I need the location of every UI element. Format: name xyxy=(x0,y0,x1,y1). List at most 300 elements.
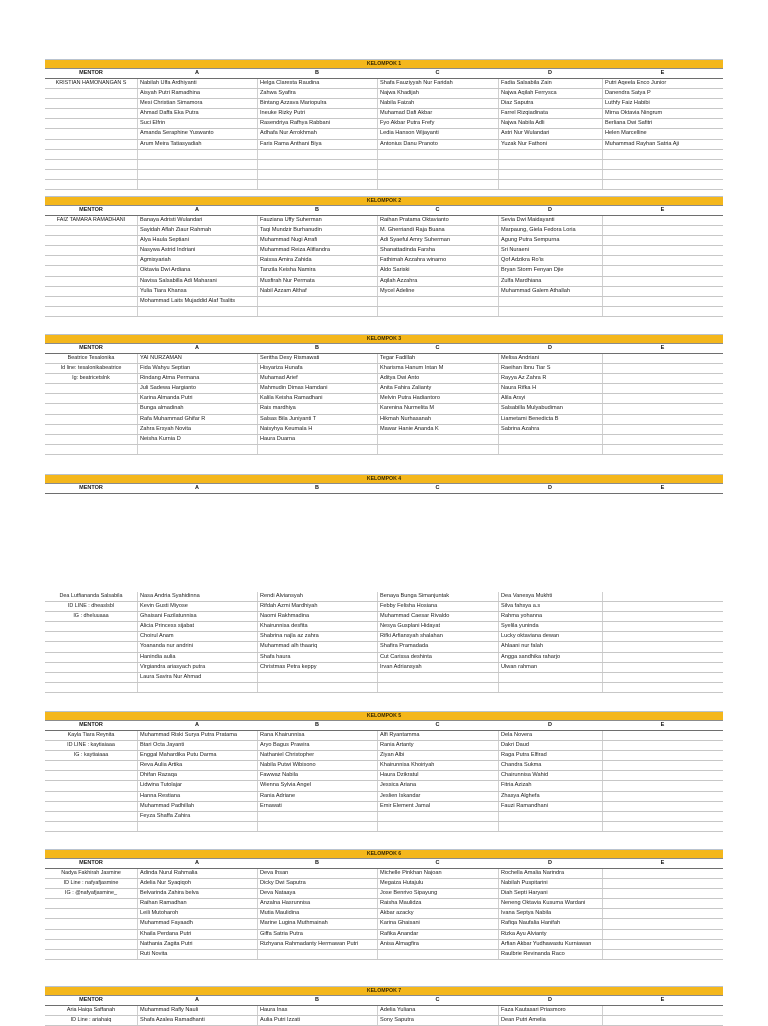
column-header-c[interactable]: C xyxy=(435,485,440,491)
member-cell-a[interactable]: Nabilah Ulfa Ardhiyanti xyxy=(137,79,257,88)
mentor-cell[interactable] xyxy=(45,663,137,672)
member-cell-c[interactable]: Karenina Nurmelita M xyxy=(377,404,498,413)
member-cell-a[interactable]: Muhammad Padhillah xyxy=(137,802,257,811)
column-header-a[interactable]: A xyxy=(195,70,199,76)
member-cell-e[interactable] xyxy=(602,394,723,403)
column-header-a[interactable]: A xyxy=(195,345,199,351)
member-cell-e[interactable] xyxy=(602,287,723,296)
member-cell-a[interactable]: Muhammad Riski Surya Putra Pratama xyxy=(137,731,257,740)
member-cell-c[interactable]: Febby Felisha Hosiana xyxy=(377,602,498,611)
member-cell-e[interactable] xyxy=(602,653,723,662)
mentor-cell[interactable] xyxy=(45,802,137,811)
mentor-cell[interactable] xyxy=(45,781,137,790)
member-cell-e[interactable]: Danendra Satya P xyxy=(602,89,723,98)
member-cell-a[interactable]: Nasa Andria Syahidinna xyxy=(137,592,257,601)
member-cell-d[interactable]: Ulwan rahman xyxy=(498,663,602,672)
member-cell-d[interactable]: Agung Putra Sempurna xyxy=(498,236,602,245)
member-cell-b[interactable]: Naomi Rakhmadina xyxy=(257,612,377,621)
column-header-c[interactable]: C xyxy=(435,207,440,213)
member-cell-d[interactable]: Zhasya Alghefa xyxy=(498,792,602,801)
member-cell-a[interactable]: Ruti Novita xyxy=(137,950,257,959)
member-cell-b[interactable]: Mahmudin Dimas Hamdani xyxy=(257,384,377,393)
member-cell-d[interactable] xyxy=(498,150,602,159)
mentor-cell[interactable] xyxy=(45,384,137,393)
member-cell-d[interactable]: Dela Novera xyxy=(498,731,602,740)
mentor-cell[interactable] xyxy=(45,266,137,275)
member-cell-e[interactable] xyxy=(602,425,723,434)
member-cell-b[interactable]: Muhamad Arief xyxy=(257,374,377,383)
member-cell-d[interactable]: Astri Nur Wulandari xyxy=(498,129,602,138)
mentor-cell[interactable]: ID LINE : dheaslsbl xyxy=(67,603,115,610)
member-cell-b[interactable]: Haura Inas xyxy=(257,1006,377,1015)
column-header-b[interactable]: B xyxy=(315,860,319,866)
member-cell-e[interactable]: Berliana Dwi Safitri xyxy=(602,119,723,128)
member-cell-d[interactable]: Rayya Az Zahra R xyxy=(498,374,602,383)
member-cell-a[interactable]: Muhammad Fayaadh xyxy=(137,919,257,928)
member-cell-e[interactable] xyxy=(602,277,723,286)
mentor-cell[interactable] xyxy=(45,930,137,939)
mentor-cell[interactable]: ID Line : nafyafjasmine xyxy=(63,880,119,887)
member-cell-e[interactable]: Mirna Oktavia Ningrum xyxy=(602,109,723,118)
member-cell-d[interactable]: Dea Vanesya Mukhti xyxy=(498,592,602,601)
mentor-cell[interactable] xyxy=(45,180,137,189)
member-cell-a[interactable] xyxy=(137,160,257,169)
member-cell-e[interactable] xyxy=(602,307,723,316)
mentor-cell[interactable] xyxy=(45,415,137,424)
member-cell-b[interactable]: Rizhyana Rahmadanty Hermawan Putri xyxy=(257,940,377,949)
member-cell-a[interactable]: Rindang Atma Permana xyxy=(137,374,257,383)
member-cell-a[interactable]: Laura Savira Nur Ahmad xyxy=(137,673,257,682)
member-cell-e[interactable] xyxy=(602,731,723,740)
member-cell-b[interactable]: Salsas Bila Juniyanti T xyxy=(257,415,377,424)
member-cell-d[interactable]: Nabilah Puspitarini xyxy=(498,879,602,888)
member-cell-b[interactable] xyxy=(257,297,377,306)
member-cell-b[interactable]: Rania Adriane xyxy=(257,792,377,801)
column-header-b[interactable]: B xyxy=(315,485,319,491)
member-cell-b[interactable]: Mutia Maulidina xyxy=(257,909,377,918)
member-cell-a[interactable]: Sayidah Aflah Ziaur Rahmah xyxy=(137,226,257,235)
member-cell-b[interactable]: Muhammad Reiza Alifiandra xyxy=(257,246,377,255)
mentor-cell[interactable]: Nadya Fakhirah Jasmine xyxy=(61,870,121,876)
member-cell-b[interactable]: Haura Duarna xyxy=(257,435,377,444)
member-cell-b[interactable]: Seritha Desy Rismawati xyxy=(257,354,377,363)
mentor-cell[interactable] xyxy=(45,404,137,413)
member-cell-b[interactable] xyxy=(257,673,377,682)
member-cell-a[interactable]: Neisha Kurnia D xyxy=(137,435,257,444)
member-cell-c[interactable] xyxy=(377,822,498,831)
member-cell-c[interactable]: Fyo Akbar Putra Frefy xyxy=(377,119,498,128)
mentor-cell[interactable] xyxy=(45,150,137,159)
member-cell-a[interactable]: Suci Elfrin xyxy=(137,119,257,128)
member-cell-e[interactable] xyxy=(602,899,723,908)
member-cell-e[interactable] xyxy=(602,445,723,454)
member-cell-e[interactable]: Helen Marcelline xyxy=(602,129,723,138)
member-cell-e[interactable] xyxy=(602,792,723,801)
member-cell-a[interactable]: Lidwina Tutolajar xyxy=(137,781,257,790)
member-cell-a[interactable]: Leili Mutoharoh xyxy=(137,909,257,918)
member-cell-b[interactable]: Rana Khairunnisa xyxy=(257,731,377,740)
column-header-b[interactable]: B xyxy=(315,345,319,351)
member-cell-d[interactable]: Sabrina Azahra xyxy=(498,425,602,434)
member-cell-a[interactable]: Mesi Christian Simamora xyxy=(137,99,257,108)
mentor-cell[interactable] xyxy=(45,950,137,959)
member-cell-b[interactable]: Christmas Petra keppy xyxy=(257,663,377,672)
member-cell-c[interactable]: Raisha Maulidza xyxy=(377,899,498,908)
member-cell-d[interactable]: Dean Putri Amelia xyxy=(498,1016,602,1025)
member-cell-b[interactable]: Muhammad alh thaariq xyxy=(257,642,377,651)
column-header-e[interactable]: E xyxy=(660,860,665,866)
member-cell-b[interactable]: Hisyariza Hunafa xyxy=(257,364,377,373)
member-cell-b[interactable]: Deva Nataaya xyxy=(257,889,377,898)
member-cell-c[interactable]: Mycel Adeline xyxy=(377,287,498,296)
mentor-cell[interactable]: KRISTIAN HAMONANGAN S xyxy=(55,80,127,86)
member-cell-d[interactable]: Syelila yuninda xyxy=(498,622,602,631)
column-header-b[interactable]: B xyxy=(315,70,319,76)
member-cell-e[interactable] xyxy=(602,180,723,189)
member-cell-e[interactable] xyxy=(602,384,723,393)
mentor-cell[interactable] xyxy=(45,89,137,98)
member-cell-a[interactable]: Ahmad Daffa Eka Putra xyxy=(137,109,257,118)
member-cell-e[interactable] xyxy=(602,246,723,255)
column-header-a[interactable]: A xyxy=(195,722,199,728)
mentor-cell[interactable]: Aria Haiqa Saffanah xyxy=(66,1007,116,1013)
member-cell-a[interactable]: Alicia Princess sijabat xyxy=(137,622,257,631)
member-cell-c[interactable]: Adi Syaeful Amry Suherman xyxy=(377,236,498,245)
member-cell-e[interactable] xyxy=(602,632,723,641)
member-cell-d[interactable]: Bryan Storm Fenyan Djie xyxy=(498,266,602,275)
column-header-d[interactable]: D xyxy=(548,485,552,491)
member-cell-e[interactable] xyxy=(602,919,723,928)
member-cell-c[interactable]: Jose Benrivo Sipayung xyxy=(377,889,498,898)
member-cell-d[interactable]: Raga Putra Elfirad xyxy=(498,751,602,760)
member-cell-a[interactable]: Feyza Shaffa Zahira xyxy=(137,812,257,821)
member-cell-c[interactable]: Benaya Bunga Simanjuntak xyxy=(377,592,498,601)
column-header-mentor[interactable]: MENTOR xyxy=(79,485,103,491)
member-cell-c[interactable] xyxy=(377,170,498,179)
mentor-cell[interactable]: Id line: tesalonikabeatrice xyxy=(60,365,122,372)
member-cell-c[interactable] xyxy=(377,307,498,316)
member-cell-c[interactable]: Shanattadinda Farsha xyxy=(377,246,498,255)
member-cell-b[interactable]: Khairunnisa desfita xyxy=(257,622,377,631)
member-cell-a[interactable]: Hanindia aulia xyxy=(137,653,257,662)
member-cell-c[interactable]: Mawar Hanie Ananda K xyxy=(377,425,498,434)
member-cell-c[interactable]: Aqilah Azzahra xyxy=(377,277,498,286)
member-cell-c[interactable]: Khairunnisa Khoiriyah xyxy=(377,761,498,770)
member-cell-c[interactable] xyxy=(377,180,498,189)
mentor-cell[interactable] xyxy=(45,394,137,403)
member-cell-b[interactable]: Rais mardhiya xyxy=(257,404,377,413)
member-cell-d[interactable]: Ahlaani nur falah xyxy=(498,642,602,651)
mentor-cell[interactable] xyxy=(45,435,137,444)
mentor-cell[interactable] xyxy=(45,761,137,770)
mentor-cell[interactable]: Ig: beatricetslnk xyxy=(72,375,110,382)
column-header-e[interactable]: E xyxy=(660,345,665,351)
member-cell-d[interactable]: Angga sandhika raharjo xyxy=(498,653,602,662)
member-cell-a[interactable]: Yulia Tiara Khansa xyxy=(137,287,257,296)
member-cell-a[interactable]: Ghaisani Fazilatunnisa xyxy=(137,612,257,621)
member-cell-c[interactable]: Cut Carissa deshinta xyxy=(377,653,498,662)
member-cell-b[interactable]: Raissa Amira Zahida xyxy=(257,256,377,265)
member-cell-e[interactable] xyxy=(602,170,723,179)
member-cell-e[interactable] xyxy=(602,812,723,821)
column-header-e[interactable]: E xyxy=(660,70,665,76)
member-cell-b[interactable]: Naisyhya Keumala H xyxy=(257,425,377,434)
mentor-cell[interactable]: IG : dheluuaaa xyxy=(73,613,109,620)
member-cell-a[interactable]: Juli Sadewa Hargianto xyxy=(137,384,257,393)
member-cell-c[interactable]: Tegar Fadillah xyxy=(377,354,498,363)
member-cell-b[interactable]: Taqi Mundzir Burhanudin xyxy=(257,226,377,235)
member-cell-d[interactable] xyxy=(498,812,602,821)
member-cell-e[interactable] xyxy=(602,889,723,898)
member-cell-d[interactable]: Chairunnisa Wahid xyxy=(498,771,602,780)
column-header-d[interactable]: D xyxy=(548,722,552,728)
member-cell-b[interactable]: Marine Lugina Muthmainah xyxy=(257,919,377,928)
member-cell-a[interactable]: Hanna Restiana xyxy=(137,792,257,801)
member-cell-d[interactable]: Rahma yohanna xyxy=(498,612,602,621)
member-cell-a[interactable] xyxy=(137,683,257,692)
member-cell-e[interactable] xyxy=(602,771,723,780)
column-header-d[interactable]: D xyxy=(548,207,552,213)
member-cell-b[interactable]: Bintang Azzava Mariopulra xyxy=(257,99,377,108)
member-cell-d[interactable]: Diaz Saputra xyxy=(498,99,602,108)
member-cell-c[interactable] xyxy=(377,950,498,959)
mentor-cell[interactable] xyxy=(45,673,137,682)
mentor-cell[interactable] xyxy=(45,140,137,149)
mentor-cell[interactable] xyxy=(45,771,137,780)
member-cell-a[interactable]: Rafa Muhammad Ghifar R xyxy=(137,415,257,424)
mentor-cell[interactable] xyxy=(45,246,137,255)
member-cell-d[interactable]: Diah Septi Haryani xyxy=(498,889,602,898)
member-cell-e[interactable] xyxy=(602,236,723,245)
member-cell-b[interactable] xyxy=(257,170,377,179)
member-cell-c[interactable] xyxy=(377,435,498,444)
member-cell-a[interactable]: Belvarinda Zahira belva xyxy=(137,889,257,898)
member-cell-b[interactable]: Aryo Bagus Prawira xyxy=(257,741,377,750)
member-cell-c[interactable]: Rania Artanty xyxy=(377,741,498,750)
member-cell-d[interactable]: Qof Adzikra Ro'is xyxy=(498,256,602,265)
member-cell-e[interactable] xyxy=(602,602,723,611)
member-cell-e[interactable] xyxy=(602,216,723,225)
column-header-b[interactable]: B xyxy=(315,997,319,1003)
member-cell-b[interactable]: Shafa haura xyxy=(257,653,377,662)
member-cell-c[interactable]: Shafira Pramadada xyxy=(377,642,498,651)
member-cell-d[interactable]: Rafiqa Naufalia Hanifah xyxy=(498,919,602,928)
mentor-cell[interactable]: Dea Lutfiananda Salsabila xyxy=(59,593,123,599)
member-cell-c[interactable]: Shafa Fauziyyah Nur Faridah xyxy=(377,79,498,88)
member-cell-d[interactable] xyxy=(498,297,602,306)
member-cell-d[interactable]: Najwa Aqilah Ferrysca xyxy=(498,89,602,98)
member-cell-d[interactable]: Yuzak Nur Fathoni xyxy=(498,140,602,149)
member-cell-c[interactable]: Sony Saputra xyxy=(377,1016,498,1025)
member-cell-e[interactable] xyxy=(602,404,723,413)
member-cell-d[interactable]: Arfian Akbar Yudhawastu Kurniawan xyxy=(498,940,602,949)
member-cell-c[interactable]: Muhammad Caesar Rivaldo xyxy=(377,612,498,621)
member-cell-d[interactable] xyxy=(498,822,602,831)
member-cell-d[interactable]: Rizka Ayu Alvianty xyxy=(498,930,602,939)
column-header-c[interactable]: C xyxy=(435,860,440,866)
member-cell-b[interactable]: Nabila Putwi Wibisono xyxy=(257,761,377,770)
member-cell-a[interactable]: Raihan Ramadhan xyxy=(137,899,257,908)
member-cell-a[interactable]: Amanda Seraphine Yuswanto xyxy=(137,129,257,138)
member-cell-a[interactable]: Zahra Ersyah Novita xyxy=(137,425,257,434)
mentor-cell[interactable] xyxy=(45,119,137,128)
member-cell-c[interactable]: Kharisma Hanum Intan M xyxy=(377,364,498,373)
mentor-cell[interactable] xyxy=(45,642,137,651)
member-cell-e[interactable] xyxy=(602,879,723,888)
member-cell-c[interactable]: Jessica Ariana xyxy=(377,781,498,790)
member-cell-e[interactable] xyxy=(602,364,723,373)
column-header-d[interactable]: D xyxy=(548,70,552,76)
member-cell-a[interactable]: Alya Haula Septiani xyxy=(137,236,257,245)
member-cell-d[interactable]: Sri Nuraeni xyxy=(498,246,602,255)
member-cell-d[interactable]: Neneng Oktavia Kusuma Wardani xyxy=(498,899,602,908)
member-cell-d[interactable]: Sevia Dwi Maidayanti xyxy=(498,216,602,225)
member-cell-a[interactable]: Enggal Mahardika Putu Darma xyxy=(137,751,257,760)
member-cell-e[interactable] xyxy=(602,354,723,363)
member-cell-b[interactable]: Fauziana Uffy Suherman xyxy=(257,216,377,225)
member-cell-c[interactable]: Anisa Almagfira xyxy=(377,940,498,949)
member-cell-d[interactable] xyxy=(498,673,602,682)
member-cell-a[interactable]: Agmisyariah xyxy=(137,256,257,265)
member-cell-b[interactable] xyxy=(257,822,377,831)
column-header-mentor[interactable]: MENTOR xyxy=(79,345,103,351)
member-cell-d[interactable]: Faza Kautasari Priasmoro xyxy=(498,1006,602,1015)
member-cell-a[interactable]: Banaya Adristi Wulandari xyxy=(137,216,257,225)
member-cell-d[interactable]: Marpaung, Giela Fedora Loria xyxy=(498,226,602,235)
mentor-cell[interactable] xyxy=(45,170,137,179)
member-cell-e[interactable] xyxy=(602,683,723,692)
mentor-cell[interactable] xyxy=(45,160,137,169)
member-cell-b[interactable] xyxy=(257,180,377,189)
member-cell-c[interactable] xyxy=(377,445,498,454)
member-cell-c[interactable]: M. Gherriandi Raja Buana xyxy=(377,226,498,235)
member-cell-d[interactable]: Najwa Nabila Adli xyxy=(498,119,602,128)
member-cell-e[interactable]: Putri Aqeela Enco Junior xyxy=(602,79,723,88)
member-cell-e[interactable]: Luthfy Faiz Habibi xyxy=(602,99,723,108)
member-cell-a[interactable]: Aisyah Putri Ramadhina xyxy=(137,89,257,98)
member-cell-c[interactable]: Aditya Dwi Anto xyxy=(377,374,498,383)
member-cell-c[interactable]: Muhamad Dafi Akbar xyxy=(377,109,498,118)
member-cell-a[interactable]: Shafa Azalea Ramadhanti xyxy=(137,1016,257,1025)
member-cell-c[interactable] xyxy=(377,160,498,169)
member-cell-b[interactable]: Anzalna Hasrunnisa xyxy=(257,899,377,908)
mentor-cell[interactable] xyxy=(45,226,137,235)
member-cell-c[interactable] xyxy=(377,683,498,692)
mentor-cell[interactable] xyxy=(45,129,137,138)
member-cell-b[interactable]: Kalila Keisha Ramadhani xyxy=(257,394,377,403)
column-header-mentor[interactable]: MENTOR xyxy=(79,70,103,76)
member-cell-d[interactable]: Fauzi Ramandhani xyxy=(498,802,602,811)
member-cell-e[interactable] xyxy=(602,663,723,672)
member-cell-e[interactable] xyxy=(602,435,723,444)
member-cell-d[interactable] xyxy=(498,307,602,316)
member-cell-c[interactable] xyxy=(377,812,498,821)
member-cell-a[interactable]: Dhifan Razaqa xyxy=(137,771,257,780)
column-header-e[interactable]: E xyxy=(660,722,665,728)
member-cell-c[interactable]: Anita Fahira Zalianty xyxy=(377,384,498,393)
mentor-cell[interactable] xyxy=(45,425,137,434)
member-cell-e[interactable] xyxy=(602,781,723,790)
member-cell-b[interactable]: Fawwaz Nabila xyxy=(257,771,377,780)
member-cell-c[interactable]: Haura Dzikratul xyxy=(377,771,498,780)
member-cell-a[interactable]: Karina Almanda Putri xyxy=(137,394,257,403)
mentor-cell[interactable]: FAIZ TAMARA RAMADHANI xyxy=(56,217,126,223)
mentor-cell[interactable] xyxy=(45,622,137,631)
column-header-a[interactable]: A xyxy=(195,860,199,866)
member-cell-a[interactable] xyxy=(137,445,257,454)
member-cell-a[interactable]: Yoananda nur andrini xyxy=(137,642,257,651)
member-cell-d[interactable]: Muhammad Galem Athallah xyxy=(498,287,602,296)
member-cell-a[interactable] xyxy=(137,150,257,159)
member-cell-a[interactable]: Fida Wahyu Septian xyxy=(137,364,257,373)
column-header-mentor[interactable]: MENTOR xyxy=(79,997,103,1003)
member-cell-c[interactable]: Megaiza Hutajulu xyxy=(377,879,498,888)
member-cell-e[interactable] xyxy=(602,160,723,169)
member-cell-b[interactable]: Dicky Dwi Saputra xyxy=(257,879,377,888)
mentor-cell[interactable]: ID LINE : kaytiaiaaa xyxy=(67,742,115,749)
mentor-cell[interactable]: Beatrice Tesalonika xyxy=(67,355,115,361)
member-cell-b[interactable]: Rifdah Azmi Mardhiyah xyxy=(257,602,377,611)
member-cell-e[interactable] xyxy=(602,642,723,651)
member-cell-e[interactable] xyxy=(602,802,723,811)
member-cell-a[interactable]: Navisa Salsabilla Adi Maharani xyxy=(137,277,257,286)
mentor-cell[interactable] xyxy=(45,632,137,641)
member-cell-c[interactable]: Raihan Pratama Oktavianto xyxy=(377,216,498,225)
member-cell-d[interactable]: Alila Arsyi xyxy=(498,394,602,403)
member-cell-d[interactable]: Silva fahsya a.s xyxy=(498,602,602,611)
member-cell-b[interactable]: Wienna Sylvia Angel xyxy=(257,781,377,790)
member-cell-b[interactable]: Faris Rama Anthani Biya xyxy=(257,140,377,149)
column-header-a[interactable]: A xyxy=(195,485,199,491)
member-cell-e[interactable] xyxy=(602,909,723,918)
column-header-mentor[interactable]: MENTOR xyxy=(79,722,103,728)
member-cell-c[interactable]: Michelle Pinkhan Najoan xyxy=(377,869,498,878)
member-cell-a[interactable]: Reva Aulia Artika xyxy=(137,761,257,770)
member-cell-c[interactable]: Melvin Putra Hadiantoro xyxy=(377,394,498,403)
column-header-d[interactable]: D xyxy=(548,997,552,1003)
member-cell-d[interactable]: Melisa Andriani xyxy=(498,354,602,363)
member-cell-e[interactable] xyxy=(602,822,723,831)
member-cell-b[interactable] xyxy=(257,812,377,821)
member-cell-a[interactable]: Muhammad Rafly Nauli xyxy=(137,1006,257,1015)
member-cell-a[interactable]: Arum Meira Tatiasyadiah xyxy=(137,140,257,149)
member-cell-d[interactable]: Ivana Septya Nabila xyxy=(498,909,602,918)
member-cell-e[interactable] xyxy=(602,297,723,306)
member-cell-d[interactable]: Salsabilla Mulyabudiman xyxy=(498,404,602,413)
member-cell-c[interactable]: Hikmah Nurhasanah xyxy=(377,415,498,424)
column-header-e[interactable]: E xyxy=(660,997,665,1003)
mentor-cell[interactable] xyxy=(45,297,137,306)
column-header-c[interactable]: C xyxy=(435,345,440,351)
column-header-d[interactable]: D xyxy=(548,860,552,866)
mentor-cell[interactable] xyxy=(45,899,137,908)
member-cell-c[interactable]: Fathimah Azzahra winarno xyxy=(377,256,498,265)
member-cell-e[interactable] xyxy=(602,869,723,878)
member-cell-c[interactable]: Emir Element Jamal xyxy=(377,802,498,811)
member-cell-c[interactable]: Jeslien Iskandar xyxy=(377,792,498,801)
member-cell-b[interactable]: Giffa Satria Putra xyxy=(257,930,377,939)
mentor-cell[interactable] xyxy=(45,445,137,454)
member-cell-b[interactable]: Musfirah Nur Permata xyxy=(257,277,377,286)
member-cell-b[interactable] xyxy=(257,683,377,692)
member-cell-d[interactable] xyxy=(498,683,602,692)
member-cell-e[interactable] xyxy=(602,1006,723,1015)
member-cell-b[interactable]: Deva Ihsan xyxy=(257,869,377,878)
member-cell-a[interactable]: YAI NURZAMAN xyxy=(137,354,257,363)
member-cell-c[interactable]: Karina Ghaisani xyxy=(377,919,498,928)
member-cell-c[interactable] xyxy=(377,297,498,306)
member-cell-d[interactable] xyxy=(498,435,602,444)
